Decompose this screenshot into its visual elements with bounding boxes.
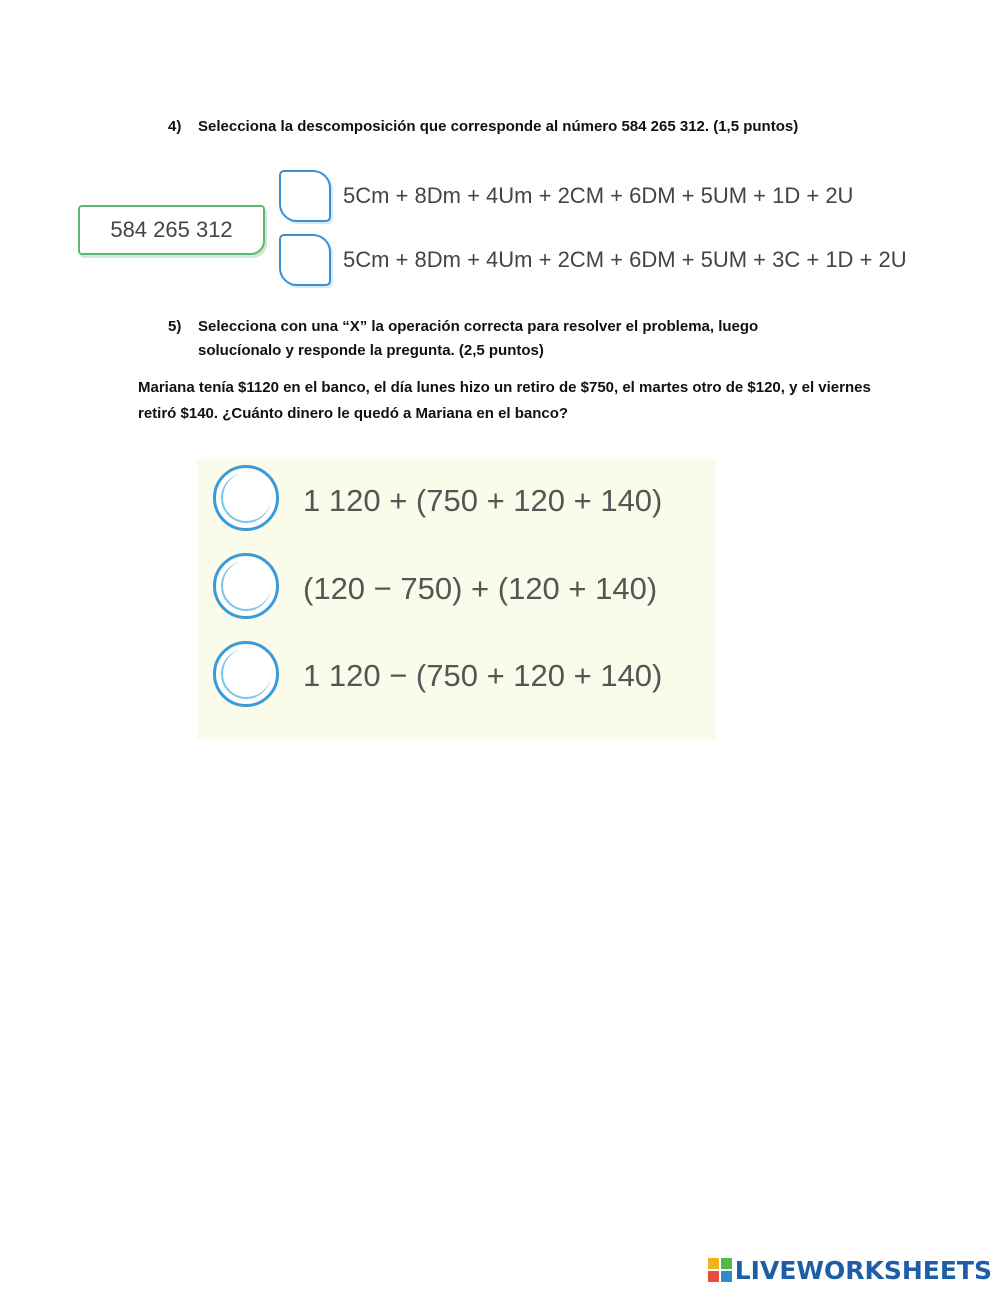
option-5b-radio[interactable] bbox=[213, 553, 279, 619]
option-4b-checkbox[interactable] bbox=[279, 234, 331, 286]
option-4a-checkbox[interactable] bbox=[279, 170, 331, 222]
option-5a-text: 1 120 + (750 + 120 + 140) bbox=[303, 483, 663, 518]
option-4b-text: 5Cm + 8Dm + 4Um + 2CM + 6DM + 5UM + 3C + 1D + 2U bbox=[343, 247, 907, 272]
option-5b-text: (120 − 750) + (120 + 140) bbox=[303, 571, 658, 606]
liveworksheets-logo bbox=[708, 1255, 992, 1285]
question-4-text: Selecciona la descomposición que corresponde al número 584 265 312. (1,5 puntos) bbox=[198, 118, 799, 135]
option-5a-radio[interactable] bbox=[213, 465, 279, 531]
question-5-text: Selecciona con una “X” la operación correcta para resolver el problema, luego solucíonalo y responde la pregunta. (2,5 puntos) bbox=[198, 318, 759, 359]
operations-panel bbox=[197, 459, 716, 739]
option-5c-radio[interactable] bbox=[213, 641, 279, 707]
problem-statement: Mariana tenía $1120 en el banco, el día lunes hizo un retiro de $750, el martes otro de $120, y el viernes retiró $140. ¿Cuánto dinero le quedó a Mariana en el banco? bbox=[138, 379, 871, 422]
option-4a-text: 5Cm + 8Dm + 4Um + 2CM + 6DM + 5UM + 1D + 2U bbox=[343, 183, 854, 208]
given-number-box: 584 265 312 bbox=[78, 205, 265, 255]
question-5-heading bbox=[168, 315, 868, 363]
option-5c-text: 1 120 − (750 + 120 + 140) bbox=[303, 658, 663, 693]
question-4-number: 4) bbox=[168, 118, 182, 135]
question-5-number: 5) bbox=[168, 318, 182, 335]
liveworksheets-logo-icon bbox=[708, 1258, 732, 1282]
question-4-heading bbox=[168, 115, 868, 139]
liveworksheets-brand-text: LIVEWORKSHEETS bbox=[734, 1255, 992, 1285]
